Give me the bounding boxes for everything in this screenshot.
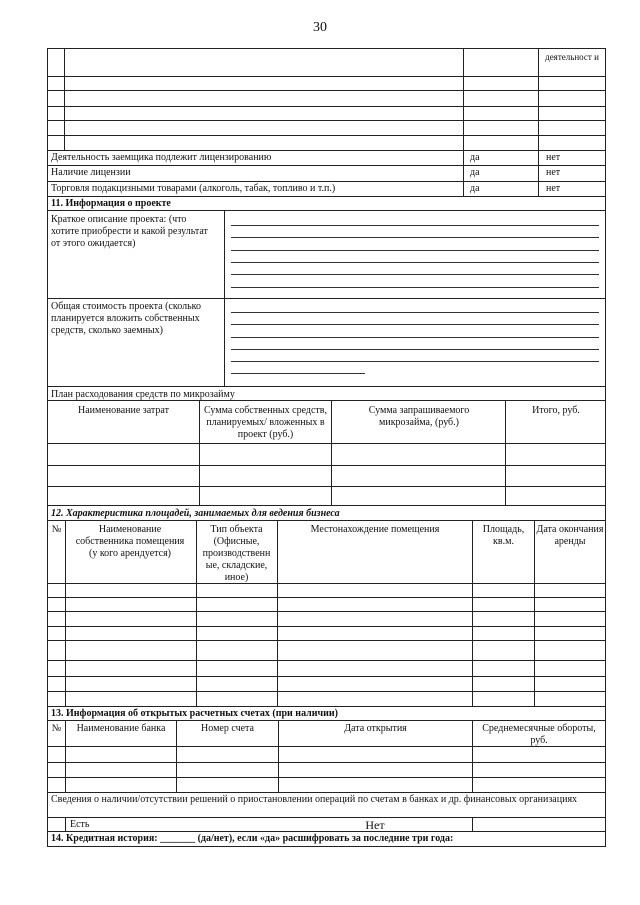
premises-header-location: Местонахождение помещения bbox=[310, 524, 440, 535]
accounts-header-account-number: Номер счета bbox=[201, 723, 254, 734]
premises-header-number: № bbox=[51, 524, 62, 535]
accounts-header-turnover: Среднемесячные обороты, руб. bbox=[482, 723, 596, 746]
project-description-label: Краткое описание проекта: (что хотите приобрести и какой результат от этого ожидается) bbox=[51, 214, 208, 249]
licensing-required-label: Деятельность заемщика подлежит лицензированию bbox=[51, 152, 272, 163]
premises-header-lease-end: Дата окончания аренды bbox=[536, 524, 604, 547]
accounts-header-number: № bbox=[51, 723, 62, 734]
premises-header-area: Площадь, кв.м. bbox=[482, 524, 525, 547]
section-12-title: 12. Характеристика площадей, занимаемых для ведения бизнеса bbox=[51, 508, 340, 519]
premises-header-owner: Наименование собственника помещения (у кого арендуется) bbox=[75, 524, 185, 559]
section-13-title: 13. Информация об открытых расчетных счетах (при наличии) bbox=[51, 708, 339, 719]
section-11-title: 11. Информация о проекте bbox=[51, 198, 171, 209]
license-no: нет bbox=[546, 167, 561, 178]
excise-no: нет bbox=[546, 183, 561, 194]
premises-header-type: Тип объекта (Офисные, производственн ые, складские, иное) bbox=[202, 524, 271, 583]
excise-yes: да bbox=[470, 183, 480, 194]
project-cost-label: Общая стоимость проекта (сколько планируется вложить собственных средств, сколько заемных) bbox=[51, 301, 201, 336]
section-14-title: 14. Кредитная история: _______ (да/нет), если «да» расшифровать за последние три года: bbox=[51, 833, 454, 844]
excise-trade-label: Торговля подакцизными товарами (алкоголь, табак, топливо и т.п.) bbox=[51, 183, 336, 194]
accounts-header-bank: Наименование банка bbox=[76, 723, 166, 734]
plan-header-total: Итого, руб. bbox=[532, 405, 580, 416]
plan-header-own-funds: Сумма собственных средств, планируемых/ вложенных в проект (руб.) bbox=[203, 405, 328, 440]
licensing-no: нет bbox=[546, 152, 561, 163]
activity-column-header: деятельност и bbox=[545, 52, 599, 62]
suspension-no-label: Нет bbox=[365, 818, 385, 832]
plan-header-loan-amount: Сумма запрашиваемого микрозайма, (руб.) bbox=[368, 405, 470, 428]
licensing-yes: да bbox=[470, 152, 480, 163]
license-present-label: Наличие лицензии bbox=[51, 167, 131, 178]
suspension-text: Сведения о наличии/отсутствии решений о приостановлении операций по счетам в банках и др. финансовых организациях bbox=[51, 794, 578, 805]
plan-title: План расходования средств по микрозайму bbox=[51, 389, 235, 400]
accounts-header-open-date: Дата открытия bbox=[344, 723, 407, 734]
license-yes: да bbox=[470, 167, 480, 178]
plan-header-cost-name: Наименование затрат bbox=[78, 405, 169, 416]
suspension-yes-label: Есть bbox=[70, 819, 90, 830]
page-number: 30 bbox=[313, 20, 327, 35]
